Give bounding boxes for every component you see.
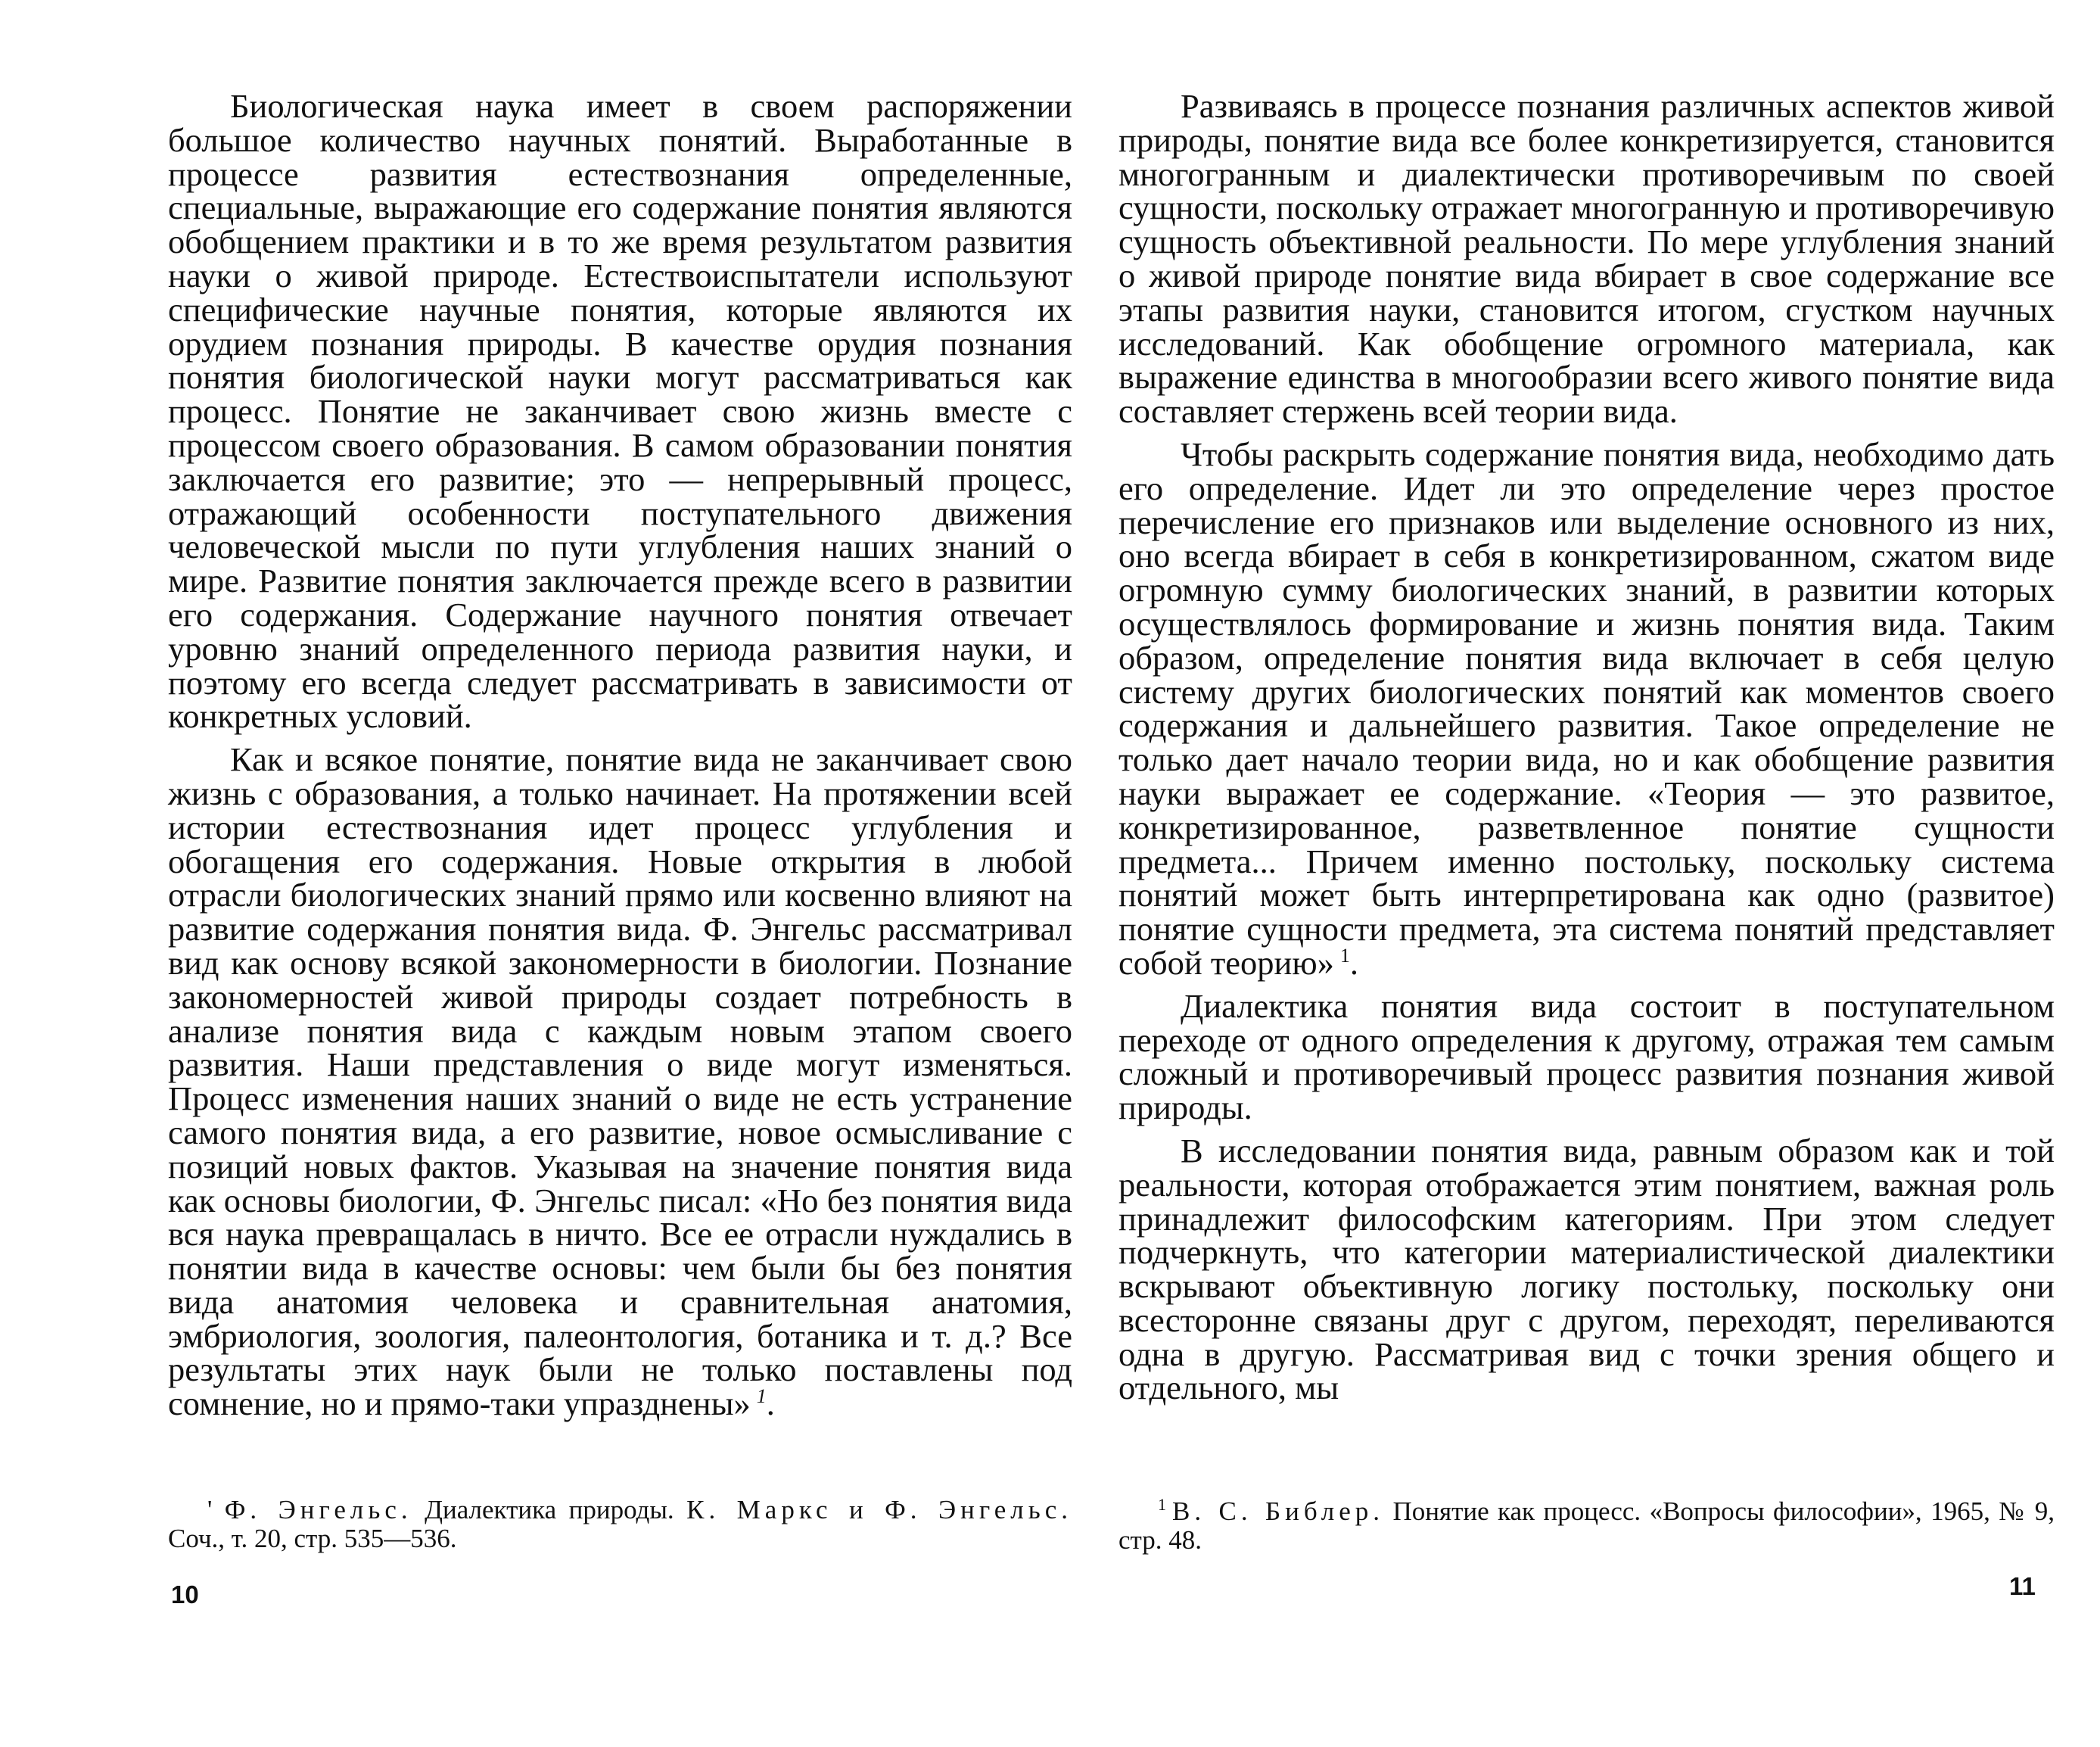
- right-text-column: [1118, 89, 2055, 1405]
- paragraph-text: Чтобы раскрыть содержание понятия вида, необходимо дать его определение. Идет ли это определение через простое перечисление его признаков или выделение основного из них, оно всегда вбирает в себя в конкретизированном, сжатом виде огромную сумму биологических знаний, в развитии которых осуществлялось формирование и жизнь понятия вида. Таким образом, определение понятия вида включает в себя целую систему других биологических понятий как моментов своего содержания и дальнейшего развития. Такое определение не только дает начало теории вида, но и как обобщение развития науки выражает ее содержание. «Теория — это развитое, конкретизированное, разветвленное понятие сущности предмета... Причем именно постольку, поскольку система понятий может быть интерпретирована как одно (развитое) понятие сущности предмета, эта система понятий представляет собой теорию»: [1118, 434, 2055, 982]
- body-paragraph: Как и всякое понятие, понятие вида не заканчивает свою жизнь с образования, а только начинает. На протяжении всей истории естествознания идет процесс углубления и обогащения его содержания. Новые открытия в любой отрасли биологических знаний прямо или косвенно влияют на развитие содержания понятия вида. Ф. Энгельс рассматривал вид как основу всякой закономерности в биологии. Познание закономерностей живой природы создает потребность в анализе понятия вида с каждым новым этапом своего развития. Наши представления о виде могут изменяться. Процесс изменения наших знаний о виде не есть устранение самого понятия вида, а его развитие, новое осмысливание с позиций новых фактов. Указывая на значение понятия вида как основы биологии, Ф. Энгельс писал: «Но без понятия вида вся наука превращалась в ничто. Все ее отрасли нуждались в понятии вида в качестве основы: чем были бы без понятия вида анатомия человека и сравнительная анатомия, эмбриология, зоология, палеонтология, ботаника и т. д.? Все результаты этих наук были не только поставлены под сомнение, но и прямо-таки упразднены» $^1$.: [168, 740, 1072, 1423]
- left-text-column: [168, 89, 1072, 1421]
- paragraph-text: Как и всякое понятие, понятие вида не заканчивает свою жизнь с образования, а только начинает. На протяжении всей истории естествознания идет процесс углубления и обогащения его содержания. Новые открытия в любой отрасли биологических знаний прямо или косвенно влияют на развитие содержания понятия вида. Ф. Энгельс рассматривал вид как основу всякой закономерности в биологии. Познание закономерностей живой природы создает потребность в анализе понятия вида с каждым новым этапом своего развития. Наши представления о виде могут изменяться. Процесс изменения наших знаний о виде не есть устранение самого понятия вида, а его развитие, новое осмысливание с позиций новых фактов. Указывая на значение понятия вида как основы биологии, Ф. Энгельс писал: «Но без понятия вида вся наука превращалась в ничто. Все ее отрасли нуждались в понятии вида в качестве основы: чем были бы без понятия вида анатомия человека и сравнительная анатомия, эмбриология, зоология, палеонтология, ботаника и т. д.? Все результаты этих наук были не только поставлены под сомнение, но и прямо-таки упразднены»: [168, 740, 1072, 1423]
- right-page: [1090, 0, 2100, 1747]
- footnote: [168, 1496, 1072, 1553]
- body-paragraph: Диалектика понятия вида состоит в поступательном переходе от одного определения к другому, отражая тем самым сложный и противоречивый процесс развития познания живой природы.: [1118, 986, 2055, 1127]
- body-paragraph: Биологическая наука имеет в своем распоряжении большое количество научных понятий. Выработанные в процессе развития естествознания определенные, специальные, выражающие его содержание понятия являются обобщением практики и в то же время результатом развития науки о живой природе. Естествоиспытатели используют специфические научные понятия, которые являются их орудием познания природы. В качестве орудия познания понятия биологической науки могут рассматриваться как процесс. Понятие не заканчивает свою жизнь вместе с процессом своего образования. В самом образовании понятия заключается его развитие; это — непрерывный процесс, отражающий особенности поступательного движения человеческой мысли по пути углубления наших знаний о мире. Развитие понятия заключается прежде всего в развитии его содержания. Содержание научного понятия отвечает уровню знаний определенного периода развития науки, и поэтому его всегда следует рассматривать в зависимости от конкретных условий.: [168, 87, 1072, 736]
- footnote-source: Понятие как процесс. «Вопросы философии», 1965, № 9, стр. 48.: [1118, 1496, 2055, 1555]
- page-number: 10: [171, 1580, 199, 1608]
- footnote-author: Ф. Энгельс.: [224, 1495, 412, 1524]
- footnote-author: К. Маркс и Ф. Энгельс.: [686, 1495, 1073, 1524]
- body-paragraph: [1118, 434, 2055, 982]
- page-number: 11: [2009, 1572, 2036, 1600]
- footnote-author: В. С. Библер.: [1172, 1496, 1385, 1526]
- footnote-marker: ': [207, 1495, 213, 1524]
- footnote: [1118, 1497, 2055, 1555]
- footnote-title: Диалектика природы.: [425, 1495, 674, 1524]
- body-paragraph: В исследовании понятия вида, равным образом как и той реальности, которая отображается этим понятием, важная роль принадлежит философским категориям. При этом следует подчеркнуть, что категории материалистической диалектики вскрывают объективную логику постольку, поскольку они всесторонне связаны друг с другом, переходят, переливаются одна в другую. Рассматривая вид с точки зрения общего и отдельного, мы: [1118, 1131, 2055, 1407]
- footnote-marker: 1: [1158, 1495, 1166, 1515]
- footnote-source: Соч., т. 20, стр. 535—536.: [168, 1524, 457, 1553]
- body-paragraph: Развиваясь в процессе познания различных аспектов живой природы, понятие вида все более конкретизируется, становится многогранным и диалектически противоречивым по своей сущности, поскольку отражает многогранную и противоречивую сущность объективной реальности. По мере углубления знаний о живой природе понятие вида вбирает в свое содержание все этапы развития науки, становится итогом, сгустком научных исследований. Как обобщение огромного материала, как выражение единства в многообразии всего живого понятие вида составляет стержень всей теории вида.: [1118, 87, 2055, 431]
- footnote-reference: 1: [756, 1385, 767, 1408]
- paragraph-end: .: [1349, 943, 1358, 982]
- footnote-reference: 1: [1339, 945, 1350, 967]
